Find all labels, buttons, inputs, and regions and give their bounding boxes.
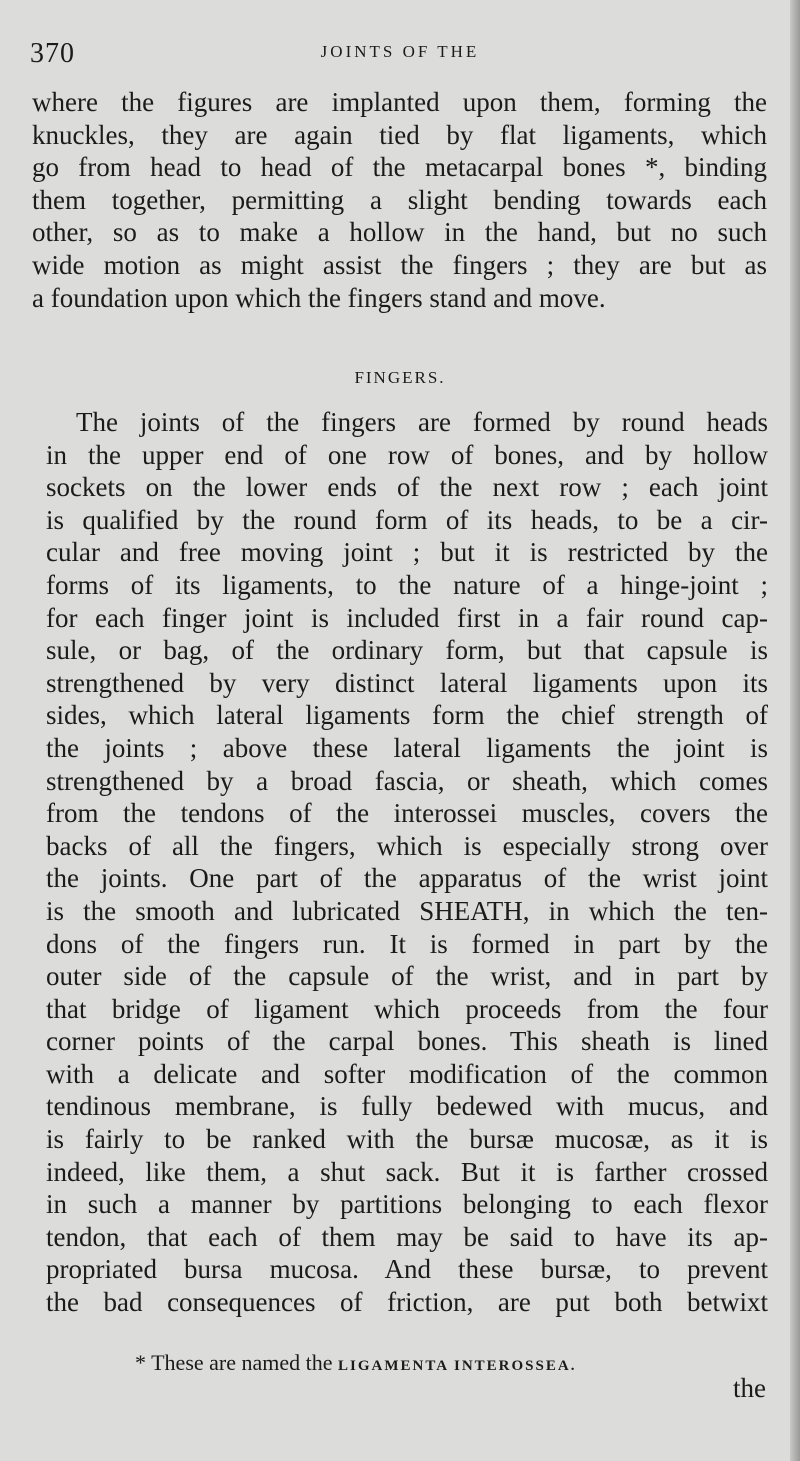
text-line: strengthened by a broad fascia, or sheath, which comes bbox=[46, 765, 768, 796]
text-line: indeed, like them, a shut sack. But it is farther crossed bbox=[46, 1156, 768, 1187]
section-heading: FINGERS. bbox=[354, 368, 446, 387]
text-line: in the upper end of one row of bones, and by hollow bbox=[46, 439, 768, 470]
running-head: JOINTS OF THE bbox=[320, 42, 480, 61]
text-line: from the tendons of the interossei muscles, covers the bbox=[46, 798, 768, 829]
text-line: forms of its ligaments, to the nature of a hinge-joint ; bbox=[46, 569, 768, 600]
text-line: dons of the fingers run. It is formed in part by the bbox=[46, 928, 768, 959]
text-line: sockets on the lower ends of the next row ; each joint bbox=[46, 472, 768, 503]
footnote-text: These are named the bbox=[151, 1350, 333, 1375]
text-line: them together, permitting a slight bending towards each bbox=[32, 184, 767, 215]
footnote-term: LIGAMENTA INTEROSSEA. bbox=[338, 1358, 577, 1374]
text-line: The joints of the fingers are formed by round heads bbox=[76, 407, 768, 437]
text-line: is qualified by the round form of its heads, to be a cir- bbox=[46, 504, 768, 535]
footnote-marker: * bbox=[135, 1350, 146, 1375]
text-line: for each finger joint is included first in a fair round cap- bbox=[46, 602, 768, 633]
text-line: outer side of the capsule of the wrist, and in part by bbox=[46, 961, 768, 992]
text-line: knuckles, they are again tied by flat ligaments, which bbox=[32, 119, 767, 150]
text-line: sule, or bag, of the ordinary form, but that capsule is bbox=[46, 635, 768, 666]
text-line: tendinous membrane, is fully bedewed with mucus, and bbox=[46, 1091, 768, 1122]
text-line: tendon, that each of them may be said to have its ap- bbox=[46, 1221, 768, 1252]
text-line: strengthened by very distinct lateral ligaments upon its bbox=[46, 667, 768, 698]
text-line: sides, which lateral ligaments form the chief strength of bbox=[46, 700, 768, 731]
text-line: backs of all the fingers, which is especially strong over bbox=[46, 830, 768, 861]
text-line: cular and free moving joint ; but it is restricted by the bbox=[46, 537, 768, 568]
text-line: where the figures are implanted upon them, forming the bbox=[32, 87, 767, 117]
catchword: the bbox=[733, 1373, 766, 1403]
text-line: in such a manner by partitions belonging to each flexor bbox=[46, 1189, 768, 1220]
page-edge-shadow bbox=[790, 0, 800, 1461]
paragraph-continued bbox=[32, 86, 767, 314]
text-line: that bridge of ligament which proceeds from the four bbox=[46, 993, 768, 1024]
text-line: the joints. One part of the apparatus of the wrist joint bbox=[46, 863, 768, 894]
text-line: a foundation upon which the fingers stand and move. bbox=[32, 282, 606, 313]
footnote bbox=[135, 1350, 576, 1376]
text-line: is the smooth and lubricated SHEATH, in which the ten- bbox=[46, 895, 768, 926]
text-line: the bad consequences of friction, are put both betwixt bbox=[46, 1287, 768, 1318]
text-line: the joints ; above these lateral ligaments the joint is bbox=[46, 732, 768, 763]
text-line: corner points of the carpal bones. This sheath is lined bbox=[46, 1026, 768, 1057]
text-line: propriated bursa mucosa. And these bursæ, to prevent bbox=[46, 1254, 768, 1285]
text-line: other, so as to make a hollow in the hand, but no such bbox=[32, 217, 767, 248]
text-line: go from head to head of the metacarpal bones *, binding bbox=[32, 152, 767, 183]
text-line: with a delicate and softer modification of the common bbox=[46, 1058, 768, 1089]
page-number: 370 bbox=[30, 38, 75, 69]
text-line: is fairly to be ranked with the bursæ mucosæ, as it is bbox=[46, 1124, 768, 1155]
text-line: wide motion as might assist the fingers ; they are but as bbox=[32, 249, 767, 280]
page-header bbox=[30, 36, 770, 72]
paragraph-fingers bbox=[46, 406, 768, 1319]
